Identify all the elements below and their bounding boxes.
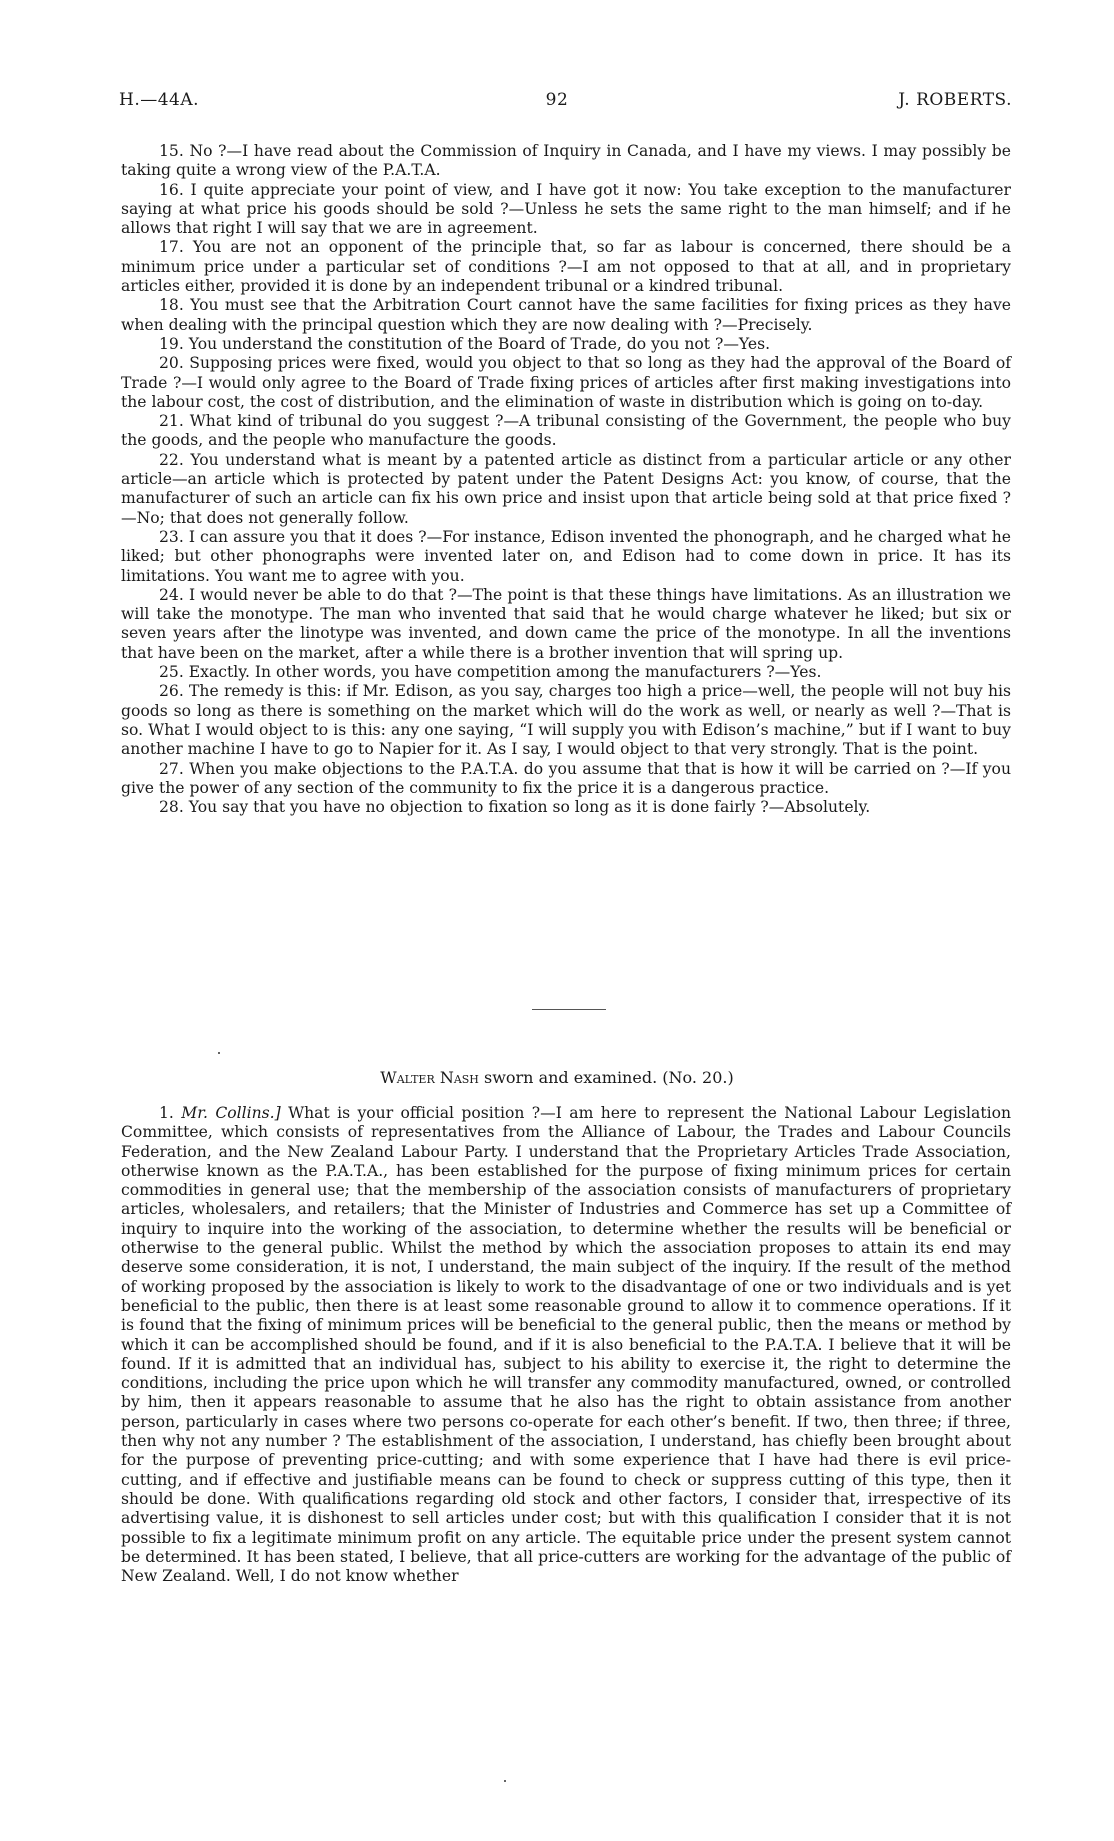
questioner: Mr. Collins.] bbox=[181, 1104, 281, 1122]
statement-text: What is your official position ?—I am here to represent the National Labour Legislation Committee, which consists of representatives from the Alliance of Labour, the Trades and Labour Councils Federation, and the New Zealand Labour Party. I understand that the Proprietary Articles Trade Association, otherwise known as the P.A.T.A., has been established for the purpose of fixing minimum prices for certain commodities in general use; that the membership of the association consists of manufacturers of proprietary articles, wholesalers, and retailers; that the Minister of Industries and Commerce has set up a Committee of inquiry to inquire into the working of the association, to determine whether the results will be beneficial or otherwise to the general public. Whilst the method by which the association proposes to attain its end may deserve some consideration, it is not, I understand, the main subject of the inquiry. If the result of the method of working proposed by the association is likely to work to the disadvantage of one or two individuals and is yet beneficial to the public, then there is at least some reasonable ground to allow it to commence operations. If it is found that the fixing of minimum prices will be beneficial to the general public, then the means or method by which it can be accomplished should be found, and if it is also beneficial to the P.A.T.A. I believe that it will be found. If it is admitted that an individual has, subject to his ability to exercise it, the right to determine the conditions, including the price upon which he will transfer any commodity manufactured, owned, or controlled by him, then it appears reasonable to assume that he also has the right to obtain assistance from another person, particularly in cases where two persons co-operate for each other’s benefit. If two, then three; if three, then why not any number ? The establishment of the association, I understand, has chiefly been brought about for the purpose of preventing price-cutting; and with some experience that I have had there is evil price-cutting, and if effective and justifiable means can be found to check or suppress cutting of this type, then it should be done. With qualifications regarding old stock and other factors, I consider that, irrespective of its advertising value, it is dishonest to sell articles under cost; but with this qualification I consider that it is not possible to fix a legitimate minimum profit on any article. The equitable price under the present system cannot be determined. It has been stated, I believe, that all price-cutters are working for the advantage of the public of New Zealand. Well, I do not know whether bbox=[121, 1104, 1011, 1586]
witness-number: (No. 20.) bbox=[662, 1068, 734, 1087]
qa-paragraph: 18. You must see that the Arbitration Court cannot have the same facilities for fixing prices as they have when dealing with the principal question which they are now dealing with ?—Precisely. bbox=[121, 296, 1011, 334]
qa-paragraph: 20. Supposing prices were fixed, would you object to that so long as they had the approval of the Board of Trade ?—I would only agree to the Board of Trade fixing prices of articles after first making investigations into the labour cost, the cost of distribution, and the elimination of waste in distribution which is going on to-day. bbox=[121, 354, 1011, 411]
qa-paragraph: 19. You understand the constitution of the Board of Trade, do you not ?—Yes. bbox=[159, 334, 771, 353]
section-divider bbox=[532, 1009, 606, 1010]
qa-paragraph: 16. I quite appreciate your point of view, and I have got it now: You take exception to the manufacturer saying at what price his goods should be sold ?—Unless he sets the same right to the man himself; and if he allows that right I will say that we are in agreement. bbox=[121, 180, 1011, 238]
witness-statement bbox=[121, 1104, 1011, 1586]
qa-paragraph: 22. You understand what is meant by a patented article as distinct from a particular article or any other article—an article which is protected by patent under the Patent Designs Act: you know, of course, that the manufacturer of such an article can fix his own price and insist upon that article being sold at that price fixed ?—No; that does not generally follow. bbox=[121, 450, 1011, 527]
qa-paragraph: 26. The remedy is this: if Mr. Edison, as you say, charges too high a price—well, the people will not buy his goods so long as there is something on the market which will do the work as well, or nearly as well ?—That is so. What I would object to is this: any one saying, “I will supply you with Edison’s machine,” but if I want to buy another machine I have to go to Napier for it. As I say, I would object to that very strongly. That is the point. bbox=[121, 682, 1011, 759]
qa-paragraph: 17. You are not an opponent of the principle that, so far as labour is concerned, there should be a minimum price under a particular set of conditions ?—I am not opposed to that at all, and in proprietary articles either, provided it is done by an independent tribunal or a kindred tribunal. bbox=[121, 238, 1011, 296]
running-head-witness: J. ROBERTS. bbox=[898, 90, 1012, 110]
witness-name: Walter Nash bbox=[380, 1068, 479, 1087]
qa-paragraph: 28. You say that you have no objection to fixation so long as it is done fairly ?—Absolutely. bbox=[159, 798, 871, 817]
scan-speck bbox=[504, 1780, 506, 1782]
qa-paragraph: 23. I can assure you that it does ?—For instance, Edison invented the phonograph, and he charged what he liked; but other phonographs were invented later on, and Edison had to come down in price. It has its limitations. You want me to agree with you. bbox=[121, 527, 1011, 585]
statement-paragraph bbox=[121, 1104, 1011, 1586]
examination-continued bbox=[121, 142, 1011, 817]
scan-speck bbox=[218, 1052, 220, 1054]
qa-paragraph: 24. I would never be able to do that ?—The point is that these things have limitations. As an illustration we will take the monotype. The man who invented that said that he would charge whatever he liked; but six or seven years after the linotype was invented, and down came the price of the monotype. In all the inventions that have been on the market, after a while there is a brother invention that will spring up. bbox=[121, 585, 1011, 662]
document-reference: H.—44A. bbox=[119, 90, 200, 110]
question-number: 1. bbox=[159, 1104, 174, 1122]
qa-paragraph: 21. What kind of tribunal do you suggest ?—A tribunal consisting of the Government, the people who buy the goods, and the people who manufacture the goods. bbox=[121, 412, 1011, 450]
witness-heading bbox=[0, 1068, 1114, 1088]
qa-paragraph: 27. When you make objections to the P.A.T.A. do you assume that that is how it will be carried on ?—If you give the power of any section of the community to fix the price it is a dangerous practice. bbox=[121, 759, 1011, 797]
witness-sworn: sworn and examined. bbox=[483, 1068, 658, 1087]
qa-paragraph: 15. No ?—I have read about the Commission of Inquiry in Canada, and I have my views. I may possibly be taking quite a wrong view of the P.A.T.A. bbox=[121, 142, 1011, 180]
qa-paragraph: 25. Exactly. In other words, you have competition among the manufacturers ?—Yes. bbox=[159, 663, 822, 682]
page-number: 92 bbox=[545, 90, 569, 110]
